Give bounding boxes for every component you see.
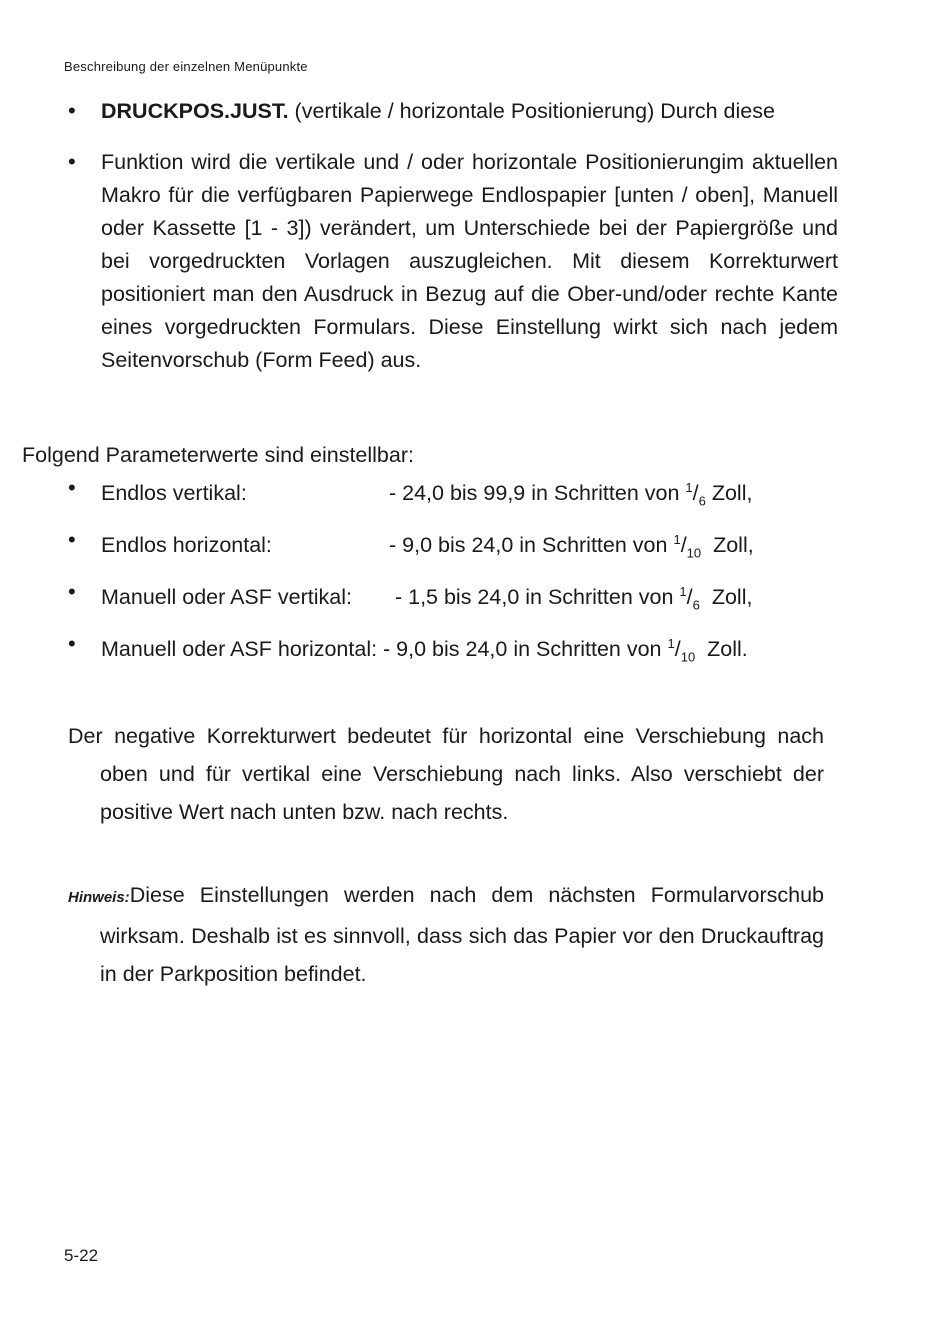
- bullet-symbol: •: [68, 475, 76, 500]
- param-value: - 9,0 bis 24,0 in Schritten von $^1/_{10}$ Zoll.: [377, 636, 748, 665]
- param-label: Manuell oder ASF horizontal:: [101, 637, 378, 662]
- param-value: - 24,0 bis 99,9 in Schritten von $^1/_6$ Zoll,: [389, 480, 753, 509]
- param-row: [101, 629, 861, 672]
- note-paragraph: [68, 876, 824, 993]
- param-label: Endlos horizontal:: [101, 533, 272, 558]
- bullet-item-description: Funktion wird die vertikale und / oder horizontale Positionierungim aktuellen Makro für die verfügbaren Papierwege Endlospapier [unten / oben], Manuell oder Kassette [1 - 3]) verändert, um Unterschiede bei der Papiergröße und bei vorgedruckten Vorlagen auszugleichen. Mit diesem Korrekturwert positioniert man den Ausdruck in Bezug auf die Ober-und/oder rechte Kante eines vorgedruckten Formulars. Diese Einstellung wirkt sich nach jedem Seitenvorschub (Form Feed) aus.: [101, 150, 838, 372]
- param-row: [101, 473, 861, 516]
- bullet-symbol: •: [68, 631, 76, 656]
- param-label: Manuell oder ASF vertikal:: [101, 585, 352, 610]
- note-label: Hinweis:: [68, 889, 130, 906]
- bullet-item-text: (vertikale / horizontale Positionierung) Durch diese: [288, 99, 775, 123]
- page-header: Beschreibung der einzelnen Menüpunkte: [64, 59, 308, 74]
- bullet-symbol: •: [68, 98, 76, 123]
- param-value: - 1,5 bis 24,0 in Schritten von $^1/_6$ Zoll,: [389, 584, 753, 613]
- bullet-symbol: •: [68, 579, 76, 604]
- menu-item-name: DRUCKPOS.JUST.: [101, 99, 289, 123]
- bullet-symbol: •: [68, 149, 76, 174]
- note-text: Diese Einstellungen werden nach dem nächsten Formularvorschub wirksam. Deshalb ist es sinnvoll, dass sich das Papier vor den Druckauftrag in der Parkposition befindet.: [100, 883, 824, 986]
- param-row: [101, 577, 861, 620]
- page-number: 5-22: [64, 1246, 99, 1265]
- bullet-item-druckpos: [101, 95, 838, 128]
- params-heading: Folgend Parameterwerte sind einstellbar:: [22, 443, 414, 467]
- param-row: [101, 525, 861, 568]
- param-value: - 9,0 bis 24,0 in Schritten von $^1/_{10}$ Zoll,: [389, 532, 754, 561]
- param-label: Endlos vertikal:: [101, 481, 247, 506]
- bullet-symbol: •: [68, 527, 76, 552]
- correction-paragraph: Der negative Korrekturwert bedeutet für horizontal eine Verschiebung nach oben und für vertikal eine Verschiebung nach links. Also verschiebt der positive Wert nach unten bzw. nach rechts.: [68, 724, 824, 824]
